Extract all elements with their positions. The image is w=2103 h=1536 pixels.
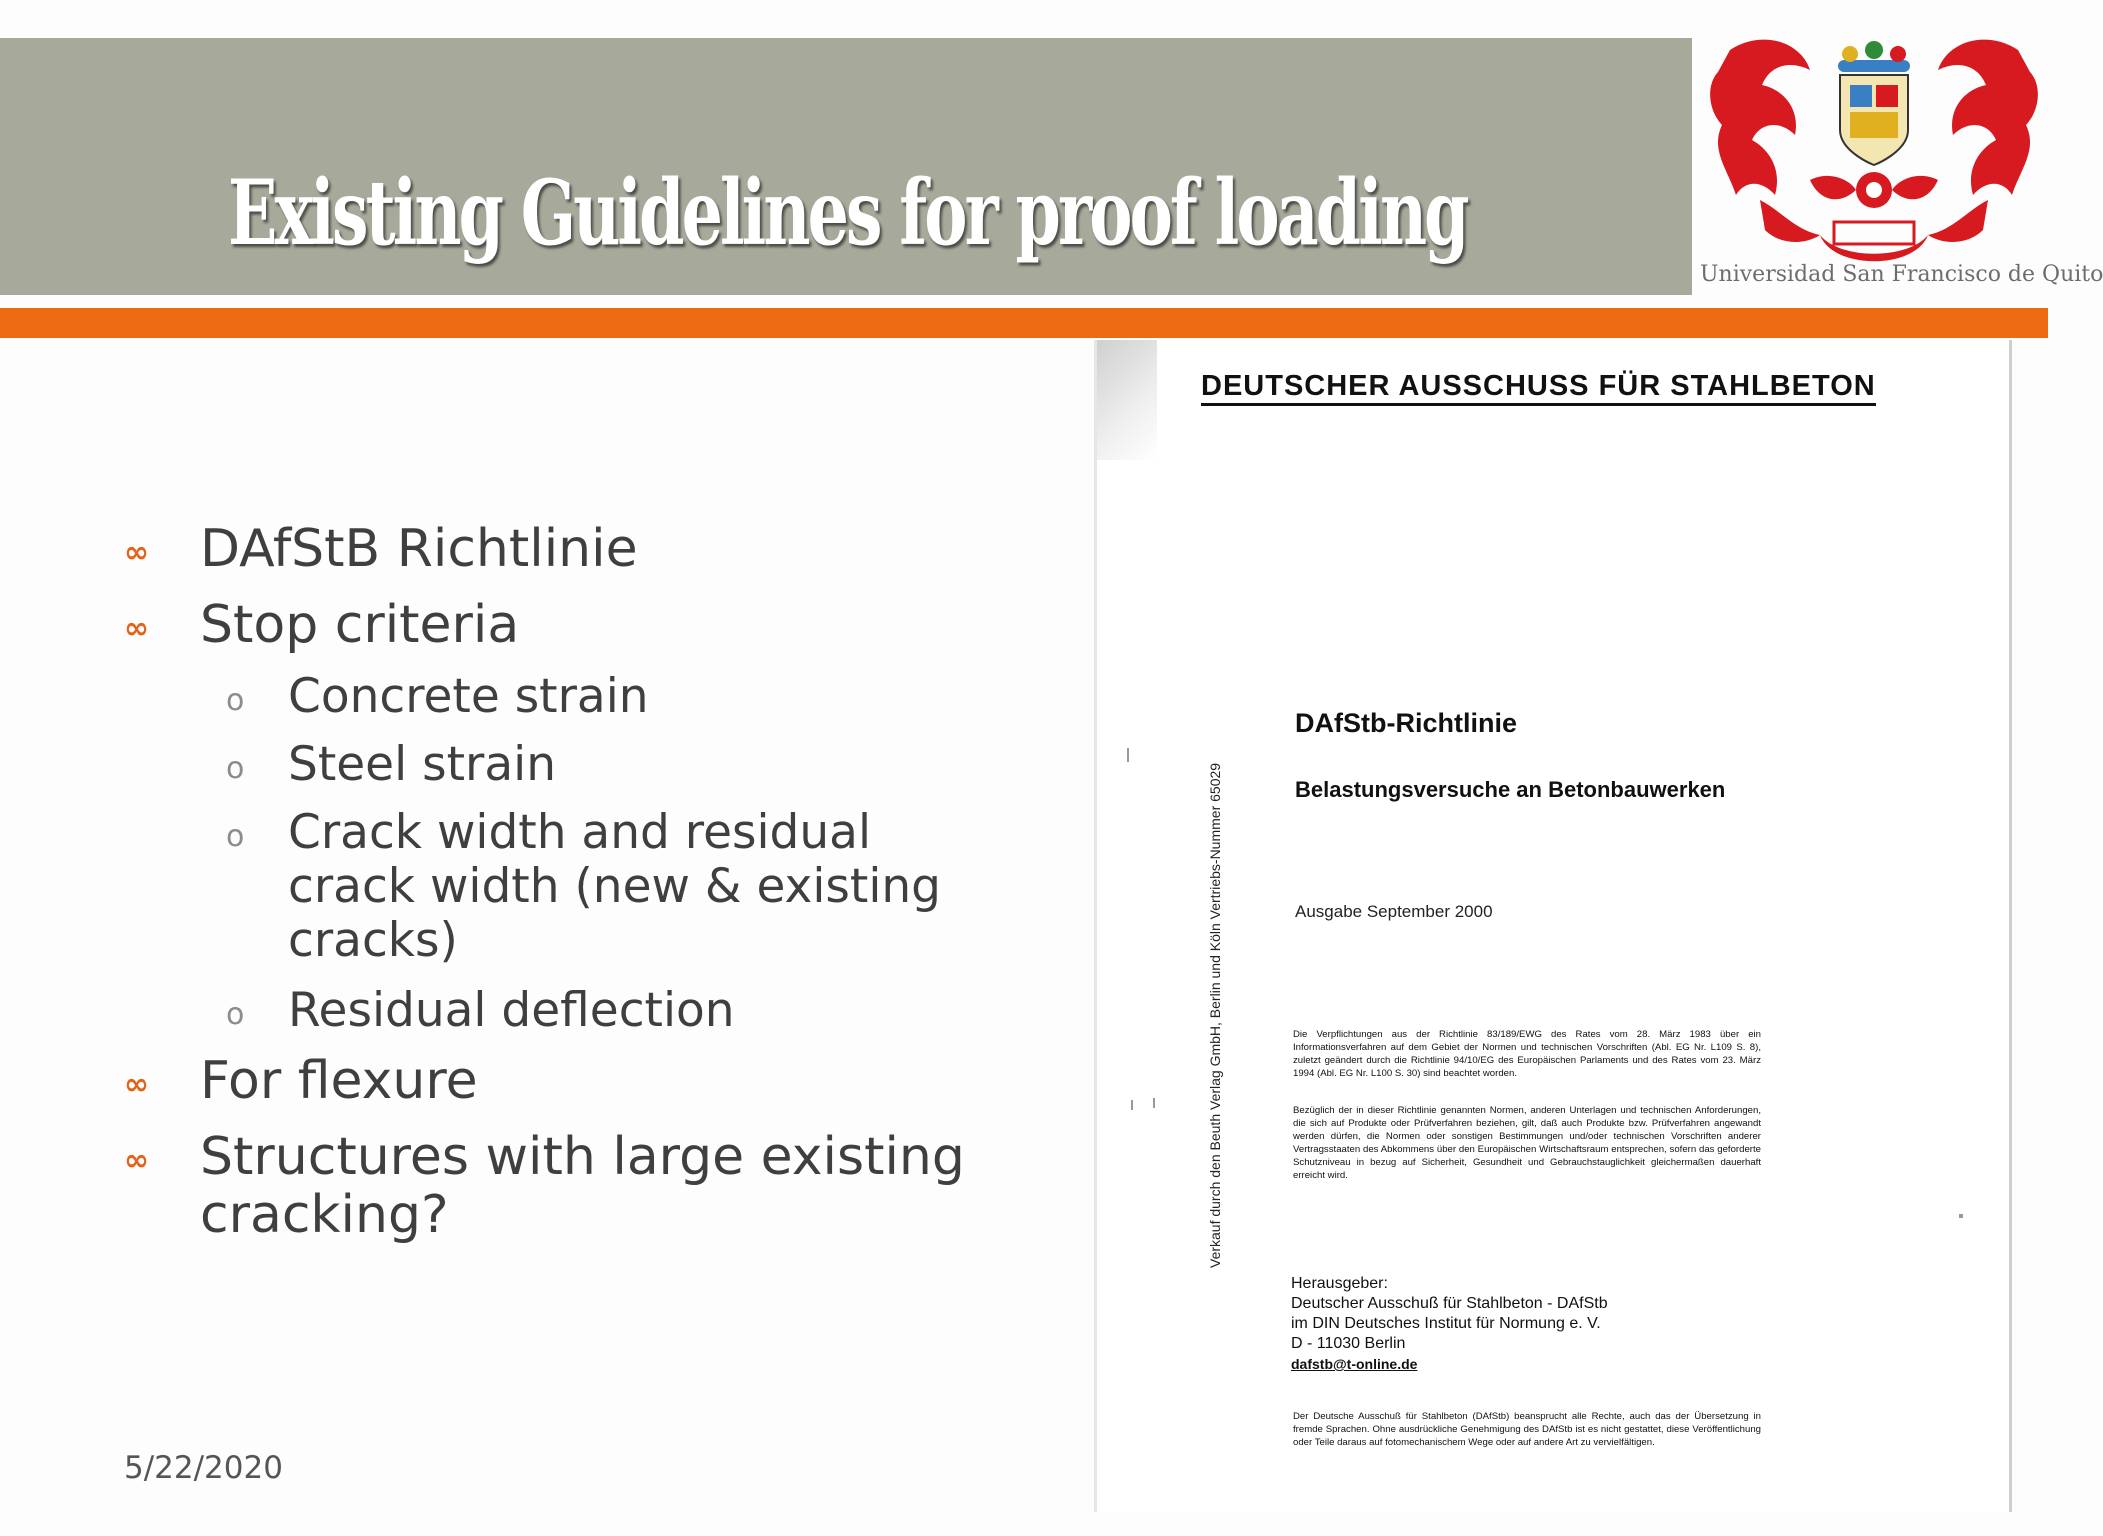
sub-bullet-text: Concrete strain bbox=[288, 669, 649, 724]
sub-bullet-text: cracks) bbox=[288, 913, 458, 968]
sub-bullet-text: Crack width and residual bbox=[288, 805, 872, 860]
bullet-text: cracking? bbox=[200, 1185, 449, 1245]
publisher-line: D - 11030 Berlin bbox=[1291, 1335, 1406, 1352]
scan-speck bbox=[1127, 748, 1129, 762]
footer-date: 5/22/2020 bbox=[124, 1450, 283, 1486]
sub-bullet-mark-icon: o bbox=[226, 751, 245, 786]
document-paragraph: Der Deutsche Ausschuß für Stahlbeton (DAfStb) beansprucht alle Rechte, auch das der Übersetzung in fremde Sprachen. Ohne ausdrückliche Genehmigung des DAfStb ist es nicht gestattet, diese Veröffentlichung oder Teile daraus auf fotomechanischem Wege oder auf andere Art zu vervielfältigen. bbox=[1293, 1411, 1761, 1448]
document-header: DEUTSCHER AUSSCHUSS FÜR STAHLBETON bbox=[1201, 370, 1876, 406]
sub-bullet-text: Residual deflection bbox=[288, 983, 735, 1038]
publisher-line: im DIN Deutsches Institut für Normung e. V. bbox=[1291, 1315, 1601, 1332]
publisher-label: Herausgeber: bbox=[1291, 1275, 1388, 1292]
document-paragraph: Bezüglich der in dieser Richtlinie genannten Normen, anderen Unterlagen und technischen Anforderungen, die sich auf Produkte oder Prüfverfahren beziehen, gilt, daß auch Produkte bzw. Prüfverfahren angewandt werden dürfen, die Normen oder sonstigen Bestimmungen und/oder technischen Vorschriften anderer Vertragsstaaten des Abkommens über den Europäischen Wirtschaftsraum entsprechen, sofern das geforderte Schutzniveau in bezug auf Sicherheit, Gesundheit und Gebrauchstauglichkeit gleichermaßen dauerhaft erreicht wird. bbox=[1293, 1105, 1761, 1181]
bullet-text: For flexure bbox=[200, 1051, 478, 1111]
scan-speck bbox=[1153, 1098, 1155, 1108]
sub-bullet-text: crack width (new & existing bbox=[288, 859, 942, 914]
bullet-text: Structures with large existing bbox=[200, 1127, 965, 1187]
document-edition: Ausgabe September 2000 bbox=[1295, 902, 1493, 921]
sub-bullet-mark-icon: o bbox=[226, 819, 245, 854]
university-crest-logo bbox=[1700, 30, 2103, 300]
sub-bullet-mark-icon: o bbox=[226, 997, 245, 1032]
bullet-mark-icon: ∞ bbox=[124, 1143, 144, 1178]
publisher-line: Deutscher Ausschuß für Stahlbeton - DAfStb bbox=[1291, 1295, 1608, 1312]
sub-bullet-mark-icon: o bbox=[226, 683, 245, 718]
document-title: DAfStb-Richtlinie bbox=[1295, 708, 1517, 738]
bullet-text: DAfStB Richtlinie bbox=[200, 519, 638, 579]
scan-speck bbox=[1131, 1100, 1133, 1110]
document-side-text: Verkauf durch den Beuth Verlag GmbH, Berlin und Köln Vertriebs-Nummer 65029 bbox=[1207, 762, 1223, 1268]
bullet-text: Stop criteria bbox=[200, 595, 520, 655]
ornament-icon bbox=[1810, 172, 1938, 261]
sub-bullet-text: Steel strain bbox=[288, 737, 556, 792]
bullet-mark-icon: ∞ bbox=[124, 535, 144, 570]
scan-shadow bbox=[1097, 340, 1157, 460]
bullet-mark-icon: ∞ bbox=[124, 1067, 144, 1102]
publisher-email: dafstb@t-online.de bbox=[1291, 1356, 1418, 1372]
bullet-mark-icon: ∞ bbox=[124, 611, 144, 646]
shield-icon bbox=[1838, 41, 1910, 165]
scan-speck bbox=[1959, 1214, 1963, 1218]
document-subtitle: Belastungsversuche an Betonbauwerken bbox=[1295, 777, 1726, 802]
left-dragon-icon bbox=[1710, 40, 1820, 242]
right-dragon-icon bbox=[1928, 40, 2038, 242]
document-publisher bbox=[1291, 1274, 1608, 1374]
slide-title: Existing Guidelines for proof loading bbox=[228, 160, 1467, 266]
logo-caption: Universidad San Francisco de Quito bbox=[1700, 262, 2103, 287]
document-paragraph: Die Verpflichtungen aus der Richtlinie 83/189/EWG des Rates vom 28. März 1983 über ein Informationsverfahren auf dem Gebiet der Normen und technischen Vorschriften (Abl. EG Nr. L109 S. 8), zuletzt geändert durch die Richtlinie 94/10/EG des Europäischen Parlaments und des Rates vom 23. März 1994 (Abl. EG Nr. L100 S. 30) sind beachtet worden. bbox=[1293, 1029, 1761, 1079]
accent-bar bbox=[0, 308, 2048, 338]
scanned-document bbox=[1094, 340, 2012, 1512]
